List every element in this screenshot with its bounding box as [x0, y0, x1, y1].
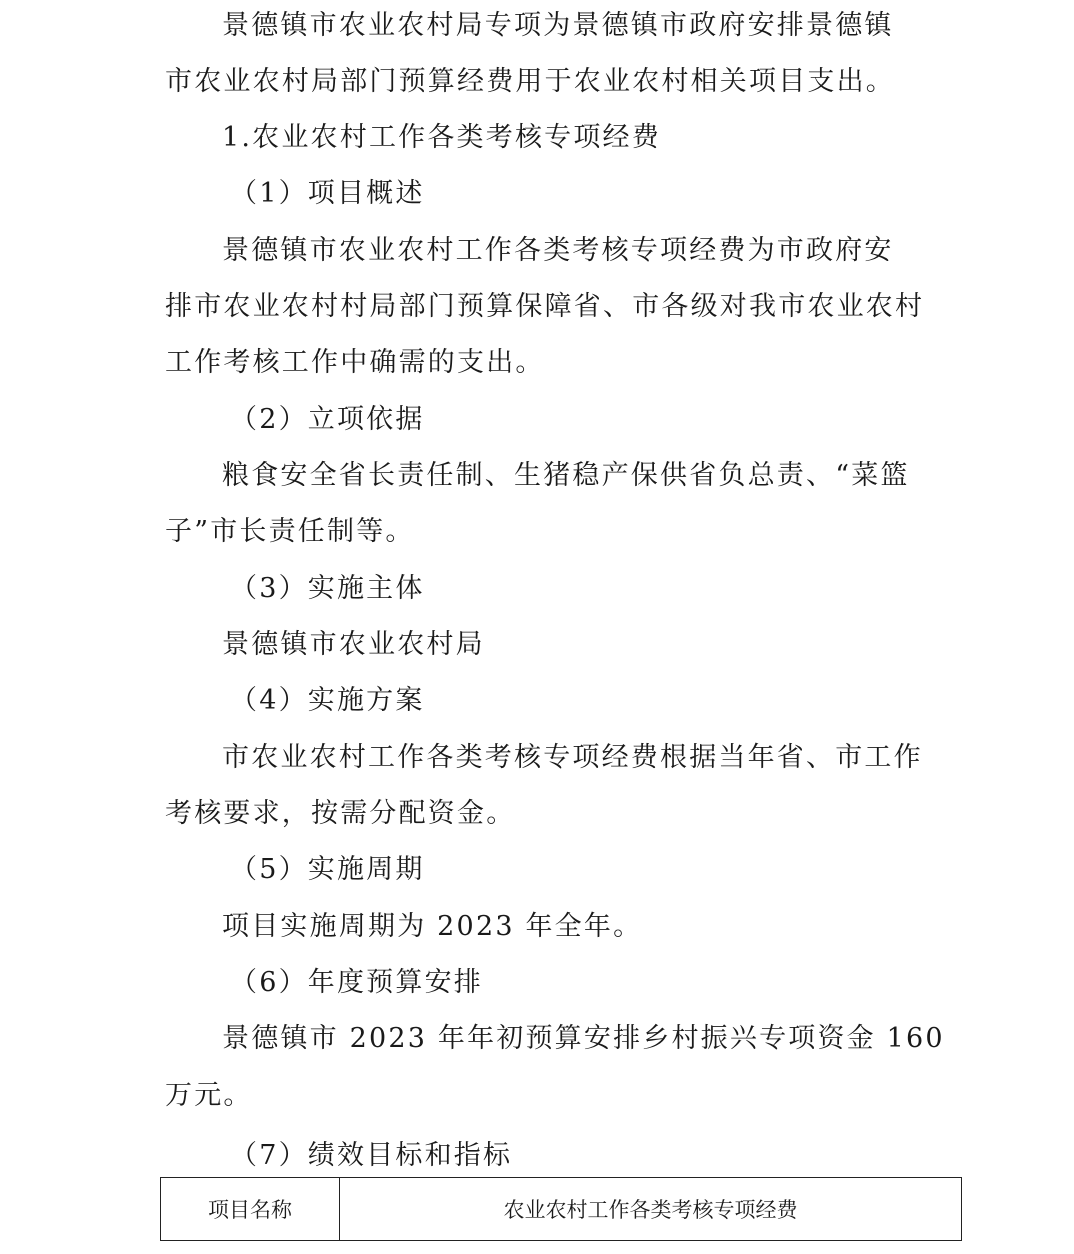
budget-line-1: 景德镇市 2023 年年初预算安排乡村振兴专项资金 160 [222, 1023, 945, 1054]
implementer-line-1: 景德镇市农业农村局 [222, 629, 485, 660]
heading-project-overview: （1）项目概述 [230, 178, 425, 209]
overview-line-1: 景德镇市农业农村工作各类考核专项经费为市政府安 [222, 235, 894, 266]
heading-period: （5）实施周期 [230, 854, 425, 885]
table-row [161, 1178, 962, 1241]
plan-line-2: 考核要求，按需分配资金。 [165, 798, 516, 829]
budget-line-2: 万元。 [165, 1080, 253, 1111]
heading-plan: （4）实施方案 [230, 685, 425, 716]
plan-line-1: 市农业农村工作各类考核专项经费根据当年省、市工作 [222, 742, 923, 773]
intro-line-1: 景德镇市农业农村局专项为景德镇市政府安排景德镇 [222, 10, 894, 41]
basis-line-1: 粮食安全省长责任制、生猪稳产保供省负总责、“菜篮 [222, 460, 910, 491]
section-1-title: 1.农业农村工作各类考核专项经费 [222, 122, 661, 153]
heading-performance-targets: （7）绩效目标和指标 [230, 1140, 513, 1171]
intro-line-2: 市农业农村局部门预算经费用于农业农村相关项目支出。 [165, 66, 895, 97]
heading-basis: （2）立项依据 [230, 404, 425, 435]
overview-line-3: 工作考核工作中确需的支出。 [165, 347, 545, 378]
performance-table [160, 1177, 962, 1241]
heading-implementer: （3）实施主体 [230, 573, 425, 604]
project-name-label: 项目名称 [161, 1178, 340, 1241]
heading-budget: （6）年度预算安排 [230, 967, 483, 998]
overview-line-2: 排市农业农村村局部门预算保障省、市各级对我市农业农村 [165, 291, 925, 322]
period-line-1: 项目实施周期为 2023 年全年。 [222, 911, 643, 942]
project-name-value: 农业农村工作各类考核专项经费 [340, 1178, 962, 1241]
basis-line-2: 子”市长责任制等。 [165, 516, 415, 547]
